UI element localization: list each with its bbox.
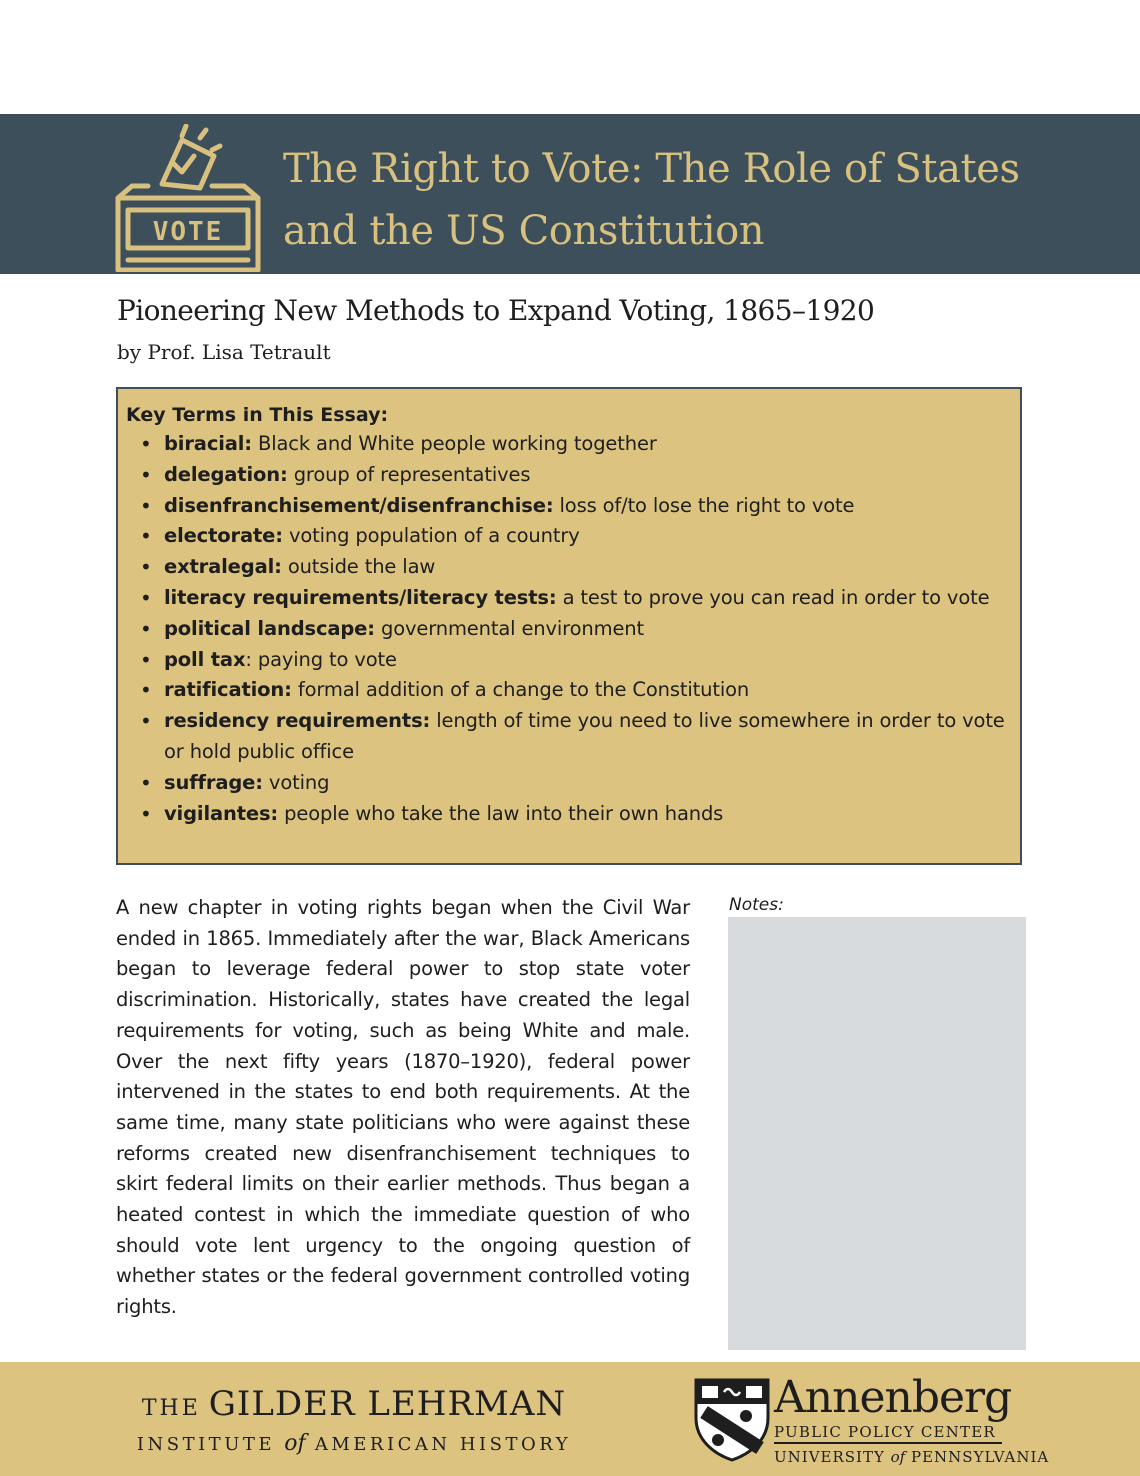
bullet-icon: • — [140, 678, 152, 703]
bullet-icon: • — [140, 493, 152, 518]
annenberg-name: Annenberg — [774, 1372, 1012, 1423]
gilder-lehrman-institute: INSTITUTE — [136, 1434, 285, 1455]
title-banner — [0, 114, 1140, 274]
key-term-item — [126, 614, 1012, 645]
gilder-lehrman-the: THE — [141, 1396, 201, 1421]
key-terms-heading: Key Terms in This Essay: — [126, 404, 389, 426]
key-term-item — [126, 460, 1012, 491]
key-term: electorate: — [164, 524, 283, 548]
key-term-item — [126, 645, 1012, 676]
annenberg-pennsylvania: PENNSYLVANIA — [905, 1448, 1050, 1466]
page-title-line-1: The Right to Vote: The Role of States — [283, 146, 1020, 192]
bullet-icon: • — [140, 585, 152, 610]
byline: by Prof. Lisa Tetrault — [117, 340, 331, 364]
key-term-definition: outside the law — [281, 555, 436, 579]
annenberg-logo — [774, 1372, 1050, 1470]
gilder-lehrman-name: GILDER LEHRMAN — [208, 1384, 567, 1424]
key-term-item — [126, 706, 1012, 768]
key-term-definition: people who take the law into their own hands — [278, 801, 724, 825]
key-term-item — [126, 552, 1012, 583]
key-term-definition: : paying to vote — [245, 647, 397, 671]
bullet-icon: • — [140, 709, 152, 734]
key-terms-list — [126, 429, 1012, 829]
gilder-lehrman-logo — [134, 1384, 574, 1459]
penn-shield-icon — [694, 1378, 770, 1462]
key-term-definition: length of time you need to live somewhere in order to vote or hold public office — [164, 709, 1005, 763]
key-term: biracial: — [164, 432, 252, 455]
key-term: extralegal: — [164, 555, 282, 579]
essay-paragraph: A new chapter in voting rights began when the Civil War ended in 1865. Immediately after the war, Black Americans began to leverage federal power to stop state voter discrimination. Historically, states have created the legal requirements for voting, such as being White and male. Over the next fifty years (1870–1920), federal power intervened in the states to end both requirements. At the same time, many state politicians who were against these reforms created new disenfranchisement techniques to skirt federal limits on their earlier methods. Thus began a heated contest in which the immediate question of who should vote lent urgency to the ongoing question of whether states or the federal government controlled voting rights. — [116, 896, 690, 1319]
essay-title: Pioneering New Methods to Expand Voting, 1865–1920 — [117, 294, 875, 327]
bullet-icon: • — [140, 801, 152, 826]
annenberg-of: of — [890, 1448, 906, 1466]
key-term: disenfranchisement/disenfranchise: — [164, 493, 554, 517]
key-terms-box — [116, 387, 1022, 865]
key-term: literacy requirements/literacy tests: — [164, 585, 557, 609]
bullet-icon: • — [140, 770, 152, 795]
annenberg-subtitle: PUBLIC POLICY CENTER — [774, 1422, 1002, 1444]
key-term-item — [126, 521, 1012, 552]
gilder-lehrman-of: of — [284, 1431, 306, 1456]
notes-label: Notes: — [729, 895, 784, 915]
key-term-definition: a test to prove you can read in order to vote — [556, 585, 990, 609]
bullet-icon: • — [140, 616, 152, 641]
vote-label: VOTE — [152, 217, 224, 247]
key-term-definition: formal addition of a change to the Constitution — [291, 678, 750, 702]
key-term: residency requirements: — [164, 709, 431, 733]
key-term-item — [126, 429, 1012, 460]
ballot-box-icon — [112, 124, 264, 272]
notes-area[interactable] — [728, 917, 1026, 1350]
bullet-icon: • — [140, 462, 152, 487]
key-term-definition: voting population of a country — [282, 524, 580, 548]
key-term: delegation: — [164, 462, 288, 486]
page-title-line-2: and the US Constitution — [283, 208, 765, 254]
key-term-item — [126, 799, 1012, 830]
annenberg-university: UNIVERSITY — [774, 1448, 891, 1466]
key-term: vigilantes: — [164, 801, 279, 825]
bullet-icon: • — [140, 432, 152, 456]
bullet-icon: • — [140, 555, 152, 580]
footer — [0, 1362, 1140, 1476]
key-term-item — [126, 491, 1012, 522]
key-term-item — [126, 583, 1012, 614]
gilder-lehrman-american-history: AMERICAN HISTORY — [305, 1434, 572, 1455]
key-term-item — [126, 768, 1012, 799]
page-title — [283, 138, 1103, 262]
key-term-item — [126, 675, 1012, 706]
key-term-definition: governmental environment — [374, 616, 645, 640]
key-term-definition: Black and White people working together — [251, 432, 657, 455]
key-term-definition: voting — [262, 770, 330, 794]
key-term-definition: loss of/to lose the right to vote — [553, 493, 855, 517]
bullet-icon: • — [140, 647, 152, 672]
key-term: suffrage: — [164, 770, 263, 794]
key-term-definition: group of representatives — [287, 462, 531, 486]
key-term: ratification: — [164, 678, 292, 702]
key-term: poll tax — [164, 647, 246, 671]
key-term: political landscape: — [164, 616, 375, 640]
bullet-icon: • — [140, 524, 152, 549]
